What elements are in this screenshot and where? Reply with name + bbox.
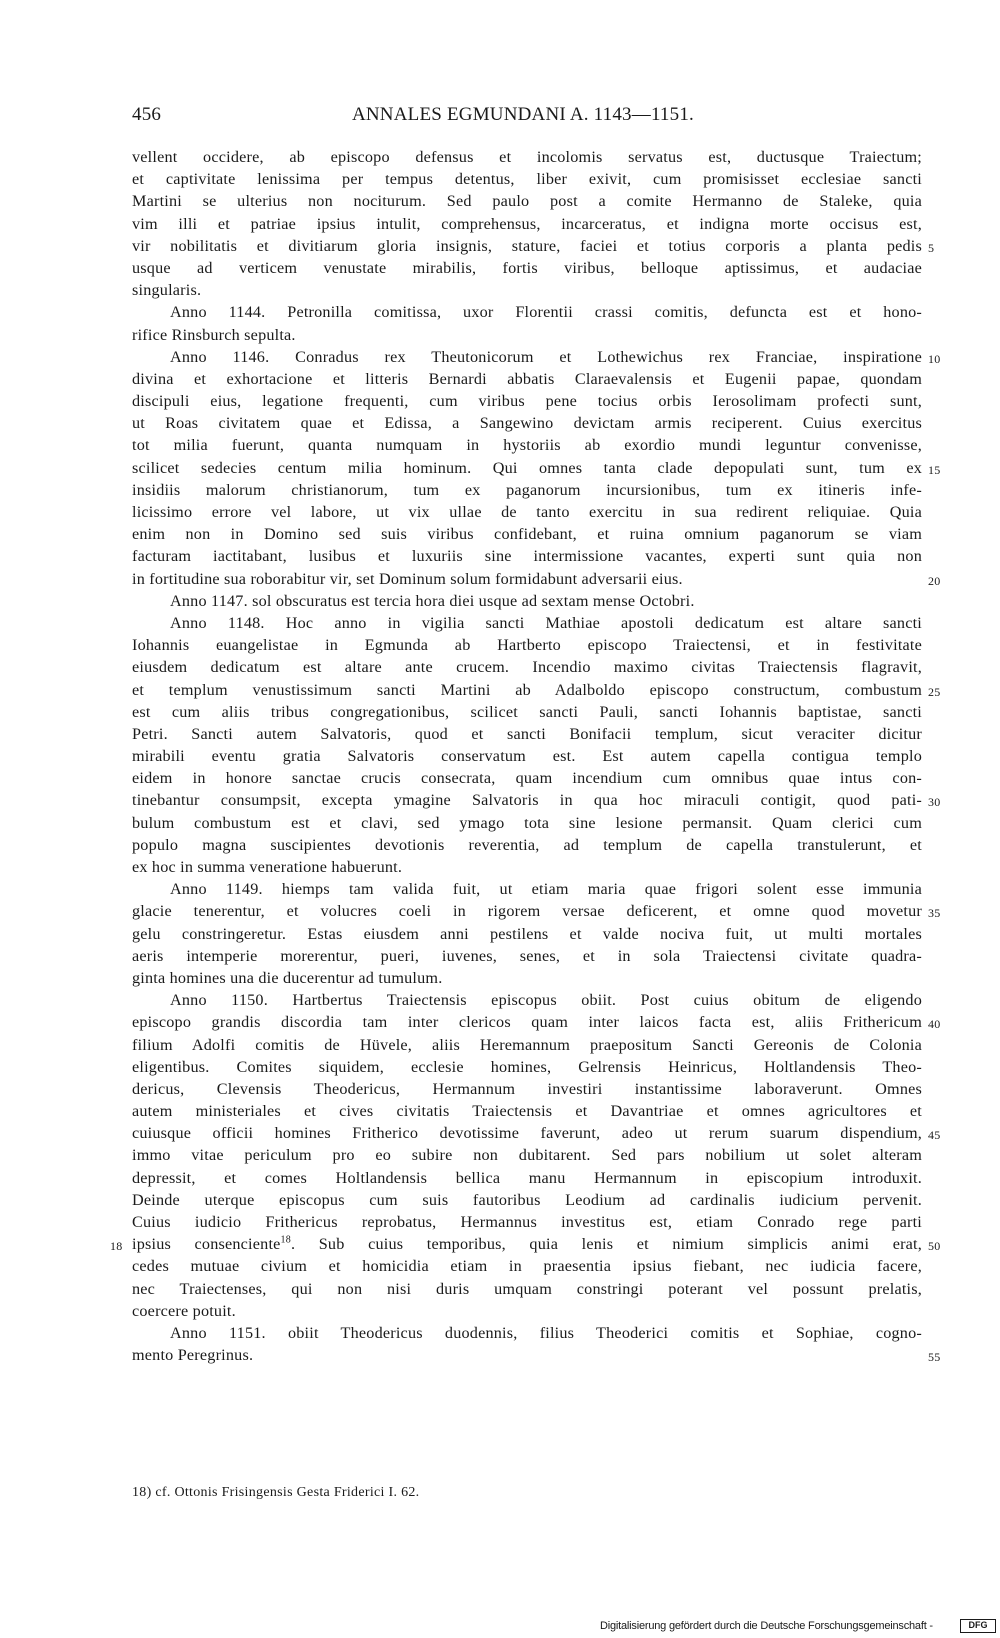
text-line: [132, 434, 922, 456]
text-line: [132, 834, 922, 856]
text-line: [132, 1056, 922, 1078]
text-line: [132, 923, 922, 945]
text-line: [132, 900, 941, 922]
line-text: insidiis malorum christianorum, tum ex paganorum incursionibus, tum ex itineris infe-: [132, 480, 922, 499]
line-text: vim illi et patriae ipsius intulit, comprehensus, incarceratus, et indigna morte occisus est,: [132, 214, 922, 233]
text-line: [132, 545, 922, 567]
line-text: gelu constringeretur. Estas eiusdem anni pestilens et valde nociva fuit, ut multi mortales: [132, 924, 922, 943]
line-text: scilicet sedecies centum milia hominum. Qui omnes tanta clade depopulati sunt, tum ex: [132, 458, 922, 477]
line-text: eiusdem dedicatum est altare ante crucem. Incendio maximo civitas Traiectensis flagravit,: [132, 658, 922, 677]
line-text: licissimo errore vel labore, ut vix ullae de tanto exercitu in sua redirent reliquiae. Quia: [132, 503, 922, 521]
line-text: nec Traiectenses, qui non nisi duris umquam constringi poterant vel possunt prelatis,: [132, 1279, 922, 1298]
line-text: episcopo grandis discordia tam inter clericos quam inter laicos facta est, aliis Frithericum: [132, 1013, 922, 1032]
line-text: ut Roas civitatem quae et Edissa, a Sangewino devictam armis reciperent. Cuius exercitus: [132, 414, 922, 433]
line-text-continuation: . Sub cuius temporibus, quia lenis et nimium simplicis animi erat,: [290, 1235, 922, 1254]
text-line: [132, 235, 935, 257]
digitization-credit: Digitalisierung gefördert durch die Deutsche Forschungsgemeinschaft -: [600, 1620, 933, 1632]
text-line: [132, 701, 922, 723]
text-line: [132, 656, 922, 678]
line-text: mirabili eventu gratia Salvatoris conservatum est. Est autem capella contigua templo: [132, 747, 922, 766]
line-text: Anno 1146. Conradus rex Theutonicorum et Lothewichus rex Franciae, inspiratione: [170, 347, 922, 366]
line-text: Anno 1149. hiemps tam valida fuit, ut etiam maria quae frigori solent esse immunia: [170, 880, 922, 899]
text-line: [132, 1122, 941, 1144]
line-text: vir nobilitatis et divitiarum gloria insignis, stature, faciei et totius corporis a planta pedis: [132, 236, 922, 255]
text-line: [132, 523, 922, 545]
page-header: [132, 104, 832, 126]
line-text: rifice Rinsburch sepulta.: [132, 325, 296, 344]
text-line: [132, 390, 922, 412]
line-text: eidem in honore sanctae crucis consecrata, quam incendium cum omnibus quae intus con-: [132, 769, 922, 788]
text-line: [132, 1211, 922, 1233]
text-line: [132, 745, 922, 767]
text-line: [132, 1011, 941, 1033]
line-text: usque ad verticem venustate mirabilis, fortis viribus, belloque aptissimus, et audaciae: [132, 258, 922, 277]
text-line: [132, 1100, 922, 1122]
text-line: [132, 368, 922, 390]
line-text: tot milia fuerunt, quanta numquam in hystoriis ab exordio mundi leguntur convenisse,: [132, 436, 922, 455]
footnote: 18) cf. Ottonis Frisingensis Gesta Friderici I. 62.: [132, 1485, 420, 1500]
line-text: populo magna suscipientes devotionis reverentia, ad templum de capella transtulerunt, et: [132, 835, 922, 854]
line-text: vellent occidere, ab episcopo defensus et incolomis servatus est, ductusque Traiectum;: [132, 148, 922, 166]
body-text: [110, 146, 941, 1366]
text-line: [132, 324, 922, 346]
line-text: Petri. Sancti autem Salvatoris, quod et sancti Bonifacii templum, sicut veraciter dicitur: [132, 724, 922, 743]
text-line: [132, 1034, 922, 1056]
line-number: 30: [928, 795, 941, 810]
line-text: enim non in Domino sed suis viribus confidebant, et ruina omnium paganorum se viam: [132, 525, 922, 544]
line-text: singularis.: [132, 281, 202, 300]
line-text: eligentibus. Comites siquidem, ecclesie homines, Gelrensis Heinricus, Holtlandensis Theo-: [132, 1057, 922, 1076]
text-line: [132, 301, 922, 323]
footnote-reference: 18: [280, 1234, 291, 1246]
dfg-logo: DFG: [960, 1619, 996, 1633]
line-text: et captivitate lenissima per tempus detentus, liber exivit, cum promisisset ecclesiae sancti: [132, 170, 922, 189]
line-text: Anno 1150. Hartbertus Traiectensis episcopus obiit. Post cuius obitum de eligendo: [170, 991, 922, 1010]
line-text: est cum aliis tribus congregationibus, scilicet sancti Pauli, sancti Iohannis baptistae, sancti: [132, 702, 922, 721]
text-line: [132, 590, 922, 612]
line-text: tinebantur consumpsit, excepta ymagine Salvatoris in qua hoc miraculi contigit, quod pati-: [132, 791, 922, 810]
line-text: immo vitae periculum pro eo subire non dubitarent. Sed pars nobilium ut solet alteram: [132, 1146, 922, 1165]
line-text: Deinde uterque episcopus cum suis fautoribus Leodium ad cardinalis iudicium pervenit.: [132, 1190, 922, 1209]
running-title: ANNALES EGMUNDANI A. 1143—1151.: [351, 104, 694, 125]
line-text: ex hoc in summa veneratione habuerunt.: [132, 858, 403, 876]
line-number: 35: [928, 906, 941, 921]
line-number: 40: [928, 1017, 941, 1032]
line-text: Martini se ulterius non nociturum. Sed paulo post a comite Hermanno de Staleke, quia: [132, 192, 922, 211]
line-text: dericus, Clevensis Theodericus, Hermannum investiri instantissime laboraverunt. Omnes: [132, 1079, 922, 1098]
text-line: [132, 190, 922, 212]
text-line: [132, 213, 922, 235]
line-number: 15: [928, 462, 941, 477]
line-text: depressit, et comes Holtlandensis bellica manu Hermannum in episcopium introduxit.: [132, 1168, 922, 1187]
text-line: [132, 279, 922, 301]
line-text: et templum venustissimum sancti Martini ab Adalboldo episcopo constructum, combustum: [132, 680, 922, 699]
text-line: [110, 1233, 941, 1255]
line-text: in fortitudine sua roborabitur vir, set Dominum solum formidabunt adversarii eius.: [132, 569, 683, 588]
line-text: ginta homines una die ducerentur ad tumulum.: [132, 968, 443, 987]
text-line: [132, 568, 941, 590]
line-text: bulum combustum est et clavi, sed ymago tota sine lesione permansit. Quam clerici cum: [132, 813, 922, 832]
text-line: [132, 1322, 922, 1344]
text-line: [132, 612, 922, 634]
text-line: [132, 967, 922, 989]
line-text: divina et exhortacione et litteris Bernardi abbatis Claraevalensis et Eugenii papae, quondam: [132, 369, 922, 388]
text-line: [132, 457, 941, 479]
line-number: 45: [928, 1128, 941, 1143]
text-line: [132, 767, 922, 789]
text-line: [132, 989, 922, 1011]
line-text: ipsius consenciente: [132, 1235, 281, 1254]
line-text: cedes mutuae civium et homicidia etiam in praesentia ipsius fiebant, nec iudicia facere,: [132, 1257, 922, 1276]
text-line: [132, 679, 941, 701]
text-line: [132, 1255, 922, 1277]
text-line: [132, 634, 922, 656]
text-line: [132, 1344, 941, 1366]
text-line: [132, 1078, 922, 1100]
line-text: facturam iactitabant, lusibus et luxuriis sine intermissione vacantes, experti sunt quia non: [132, 547, 922, 566]
line-text: Anno 1144. Petronilla comitissa, uxor Florentii crassi comitis, defuncta est et hono-: [170, 303, 922, 322]
text-line: [132, 878, 922, 900]
text-line: [132, 789, 941, 811]
line-text: autem ministeriales et cives civitatis Traiectensis et Davantriae et omnes agricultores et: [132, 1102, 922, 1121]
line-number: 10: [928, 351, 941, 366]
line-text: Anno 1147. sol obscuratus est tercia hora diei usque ad sextam mense Octobri.: [170, 591, 695, 610]
text-line: [132, 945, 922, 967]
line-number: 20: [928, 573, 941, 588]
line-number: 50: [928, 1239, 941, 1254]
line-text: aeris intemperie morerentur, pueri, iuvenes, senes, et in sola Traiectensi civitate quadra-: [132, 946, 922, 965]
text-line: [132, 723, 922, 745]
text-line: [132, 479, 922, 501]
page-number: 456: [132, 104, 162, 125]
line-text: glacie tenerentur, et volucres coeli in rigorem versae deficerent, et omne quod movetur: [132, 902, 922, 921]
line-text: coercere potuit.: [132, 1301, 236, 1320]
line-text: Iohannis euangelistae in Egmunda ab Hartberto episcopo Traiectensi, et in festivitate: [132, 636, 922, 655]
text-line: [132, 1167, 922, 1189]
line-number: 55: [928, 1350, 941, 1365]
footnote-margin-marker: 18: [110, 1239, 123, 1254]
text-line: [132, 501, 922, 523]
text-line: [132, 1278, 922, 1300]
text-line: [132, 812, 922, 834]
text-line: [132, 412, 922, 434]
line-text: Anno 1151. obiit Theodericus duodennis, filius Theoderici comitis et Sophiae, cogno-: [170, 1323, 922, 1342]
text-line: [132, 146, 922, 168]
text-line: [132, 856, 922, 878]
line-text: cuiusque officii homines Fritherico devotissime faverunt, adeo ut rerum suarum dispendium,: [132, 1124, 922, 1143]
text-line: [132, 1144, 922, 1166]
line-text: mento Peregrinus.: [132, 1346, 254, 1365]
line-text: Anno 1148. Hoc anno in vigilia sancti Mathiae apostoli dedicatum est altare sancti: [170, 613, 922, 632]
line-text: discipuli eius, legatione frequenti, cum viribus pene tocius orbis Ierosolimam profecti sunt,: [132, 392, 922, 411]
line-number: 5: [928, 240, 935, 255]
text-line: [132, 1300, 922, 1322]
text-line: [132, 168, 922, 190]
line-text: Cuius iudicio Frithericus reprobatus, Hermannus investitus est, etiam Conrado rege parti: [132, 1213, 922, 1231]
text-line: [132, 346, 941, 368]
text-line: [132, 257, 922, 279]
line-number: 25: [928, 684, 941, 699]
text-line: [132, 1189, 922, 1211]
line-text: filium Adolfi comitis de Hüvele, aliis Heremannum praepositum Sancti Gereonis de Colonia: [132, 1035, 922, 1054]
